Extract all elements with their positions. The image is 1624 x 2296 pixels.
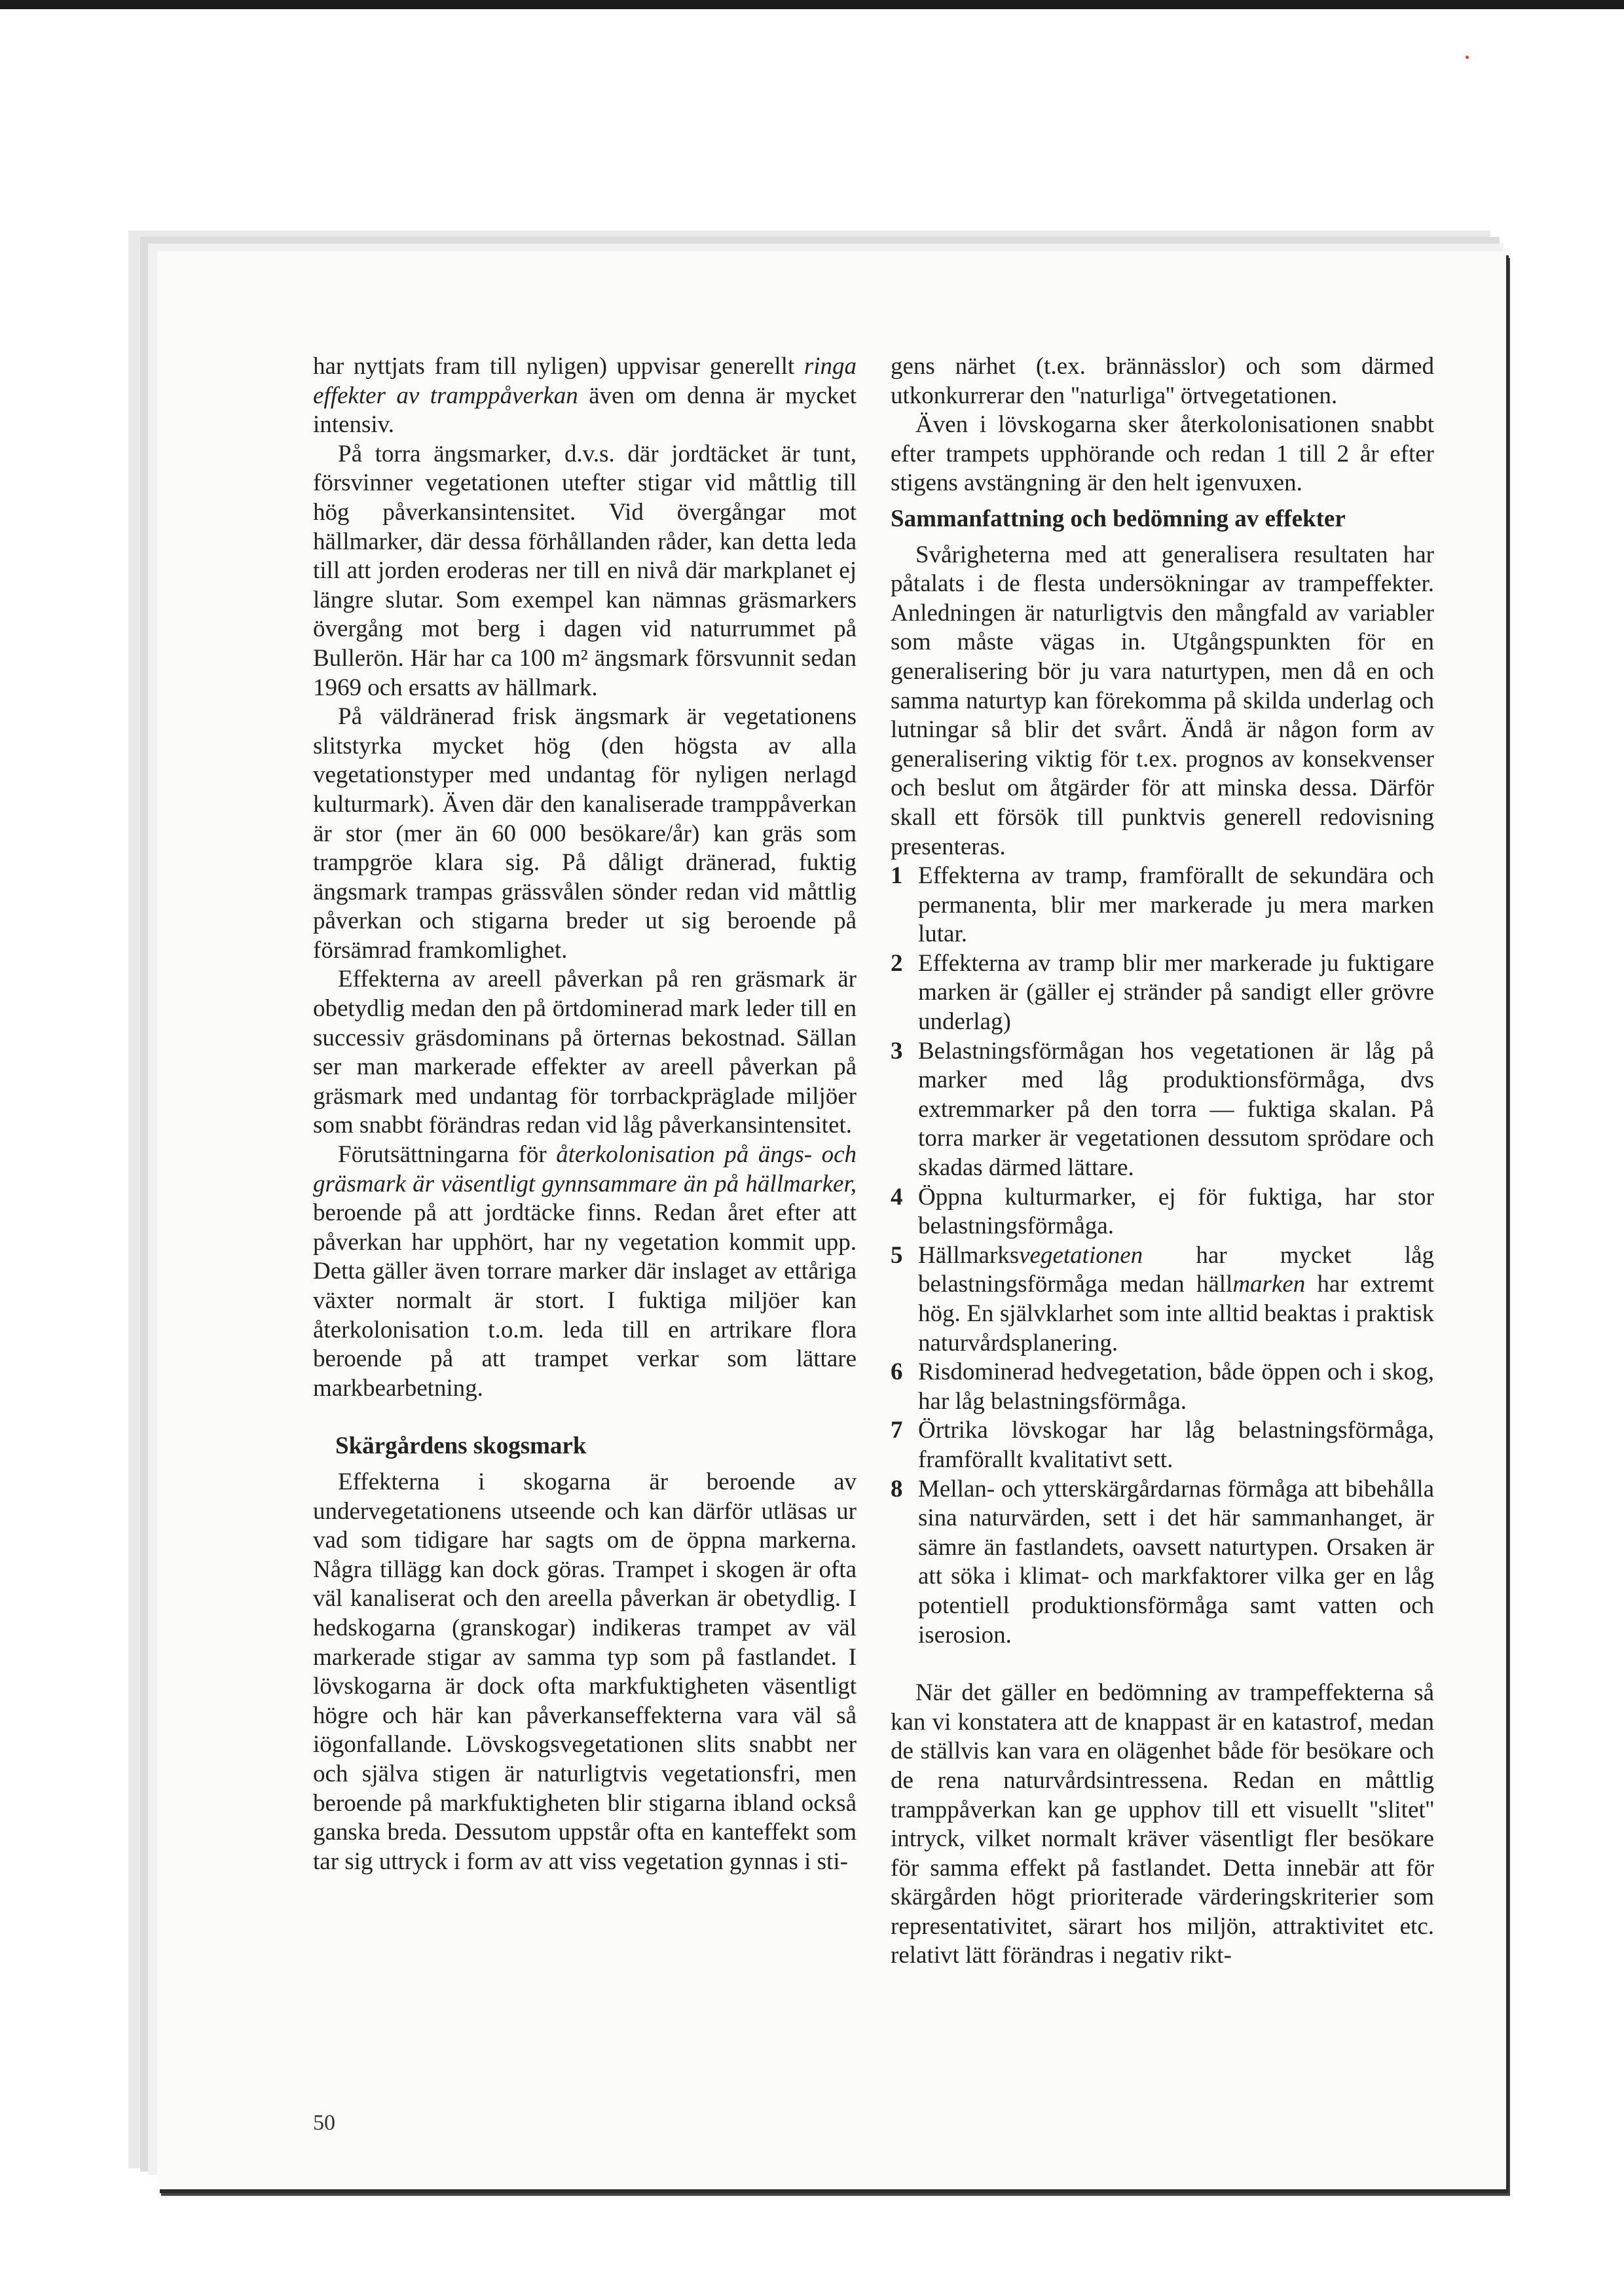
emphasis: ringa effekter av tramppåverkan [313,353,857,409]
emphasis: vegetationen [1019,1241,1143,1269]
paragraph: På torra ängsmarker, d.v.s. där jordtäcket är tunt, försvinner vegetationen utefter stigar vid måttlig till hög påverkansintensitet. Vid övergångar mot hällmarker, där dessa förhållanden råder, kan detta leda till att jorden eroderas ner till en nivå där markplanet ej längre slutar. Som exempel kan nämnas gräsmarkers övergång mot berg i dagen vid naturrummet på Bullerön. Här har ca 100 m² ängsmark försvunnit sedan 1969 och ersatts av hällmark. [313,440,857,701]
paragraph: gens närhet (t.ex. brännässlor) och som därmed utkonkurrerar den ''naturliga'' örtvegetationen. [891,353,1434,409]
list-item: 3 Belastningsförmågan hos vegetationen är låg på marker med låg produktionsförmåga, dvs extremmarker på den torra — fuktiga skalan. På torra marker är vegetationen dessutom sprödare och skadas därmed lättare. [891,1037,1434,1182]
emphasis: återkolonisation på ängs- och gräsmark är väsentligt gynnsammare än på hällmarker, [313,1141,857,1197]
paragraph: Effekterna av areell påverkan på ren gräsmark är obetydlig medan den på örtdominerad mark leder till en successiv gräsdominans på örternas bekostnad. Sällan ser man markerade effekter av areell påverkan på gräsmark med undantag för torrbackpräglade miljöer som snabbt förändras redan vid låg påverkansintensitet. [313,966,857,1139]
list-item: 5 Hällmarksvegetationen har mycket låg belastningsförmåga medan hällmarken har extremt hög. En självklarhet som inte alltid beaktas i praktisk naturvårdsplanering. [891,1241,1435,1357]
list-item: 8 Mellan- och ytterskärgårdarnas förmåga att bibehålla sina naturvärden, sett i det här sammanhanget, är sämre än fastlandets, oavsett naturtypen. Orsaken är att söka i klimat- och markfaktorer vilka ger en låg potentiell produktionsförmåga samt vatten och iserosion. [891,1475,1434,1649]
paragraph: Svårigheterna med att generalisera resultaten har påtalats i de flesta undersökningar av trampeffekter. Anledningen är naturligtvis den mångfald av variabler som måste vägas in. Utgångspunkten för en generalisering bör ju vara naturtypen, men då en och samma naturtyp kan förekomma på skilda underlag och lutningar så blir det svårt. Ändå är någon form av generalisering viktig för t.ex. prognos av konsekvenser och beslut om åtgärder för att minska dessa. Därför skall ett försök till punktvis generell redovisning presenteras. [891,541,1434,860]
list-item: 4 Öppna kulturmarker, ej för fuktiga, har stor belastningsförmåga. [891,1183,1434,1240]
list-item: 1 Effekterna av tramp, framförallt de sekundära och permanenta, blir mer markerade ju mera marken lutar. [891,862,1434,948]
paragraph: har nyttjats fram till nyligen) uppvisar generellt ringa effekter av tramppåverkan även om denna är mycket intensiv. [313,353,857,439]
scan-mark [1466,56,1469,59]
numbered-list [891,862,1434,1650]
page-number: 50 [313,2111,335,2135]
emphasis: marken [1232,1271,1306,1298]
list-item: 2 Effekterna av tramp blir mer markerade ju fuktigare marken är (gäller ej stränder på sandigt eller grövre underlag) [891,949,1434,1036]
paragraph: Förutsättningarna för återkolonisation på ängs- och gräsmark är väsentligt gynnsammare än på hällmarker, beroende på att jordtäcke finns. Redan året efter att påverkan har upphört, har ny vegetation kommit upp. Detta gäller även torrare marker där inslaget av ettåriga växter normalt är stort. I fuktiga miljöer kan återkolonisation t.o.m. leda till en artrikare flora beroende på att trampet verkar som lättare markbearbetning. [313,1141,857,1402]
section-heading: Skärgårdens skogsmark [335,1432,587,1460]
right-column [891,352,1434,1971]
list-item: 6 Risdominerad hedvegetation, både öppen och i skog, har låg belastningsförmåga. [891,1358,1434,1415]
document-page [157,251,1506,2189]
paragraph: Effekterna i skogarna är beroende av undervegetationens utseende och kan därför utläsas ur vad som tidigare har sagts om de öppna markerna. Några tillägg kan dock göras. Trampet i skogen är ofta väl kanaliserat och den areella påverkan är obetydlig. I hedskogarna (granskogar) indikeras trampet av väl markerade stigar av samma typ som på fastlandet. I lövskogarna är dock ofta markfuktigheten väsentligt högre och här kan påverkanseffekterna vara väl så iögonfallande. Lövskogsvegetationen slits snabbt ner och själva stigen är naturligtvis vegetationsfri, men beroende på markfuktigheten blir stigarna ibland också ganska breda. Dessutom uppstår ofta en kanteffekt som tar sig uttryck i form av att viss vegetation gynnas i sti- [313,1468,857,1875]
paragraph: När det gäller en bedömning av trampeffekterna så kan vi konstatera att de knappast är en katastrof, medan de ställvis kan vara en olägenhet både för besökare och de rena naturvårdsintressena. Redan en måttlig tramppåverkan kan ge upphov till ett visuellt ''slitet'' intryck, vilket normalt kräver väsentligt fler besökare för samma effekt på fastlandet. Detta innebär att för skärgården högt prioriterade värderingskriterier som representativitet, särart hos miljön, attraktivitet etc. relativt lätt förändras i negativ rikt- [891,1679,1434,1969]
scan-border [0,0,1624,9]
list-item: 7 Örtrika lövskogar har låg belastningsförmåga, framförallt kvalitativt sett. [891,1417,1434,1473]
paragraph: Även i lövskogarna sker återkolonisationen snabbt efter trampets upphörande och redan 1 till 2 år efter stigens avstängning är den helt igenvuxen. [891,411,1434,497]
paragraph: På väldränerad frisk ängsmark är vegetationens slitstyrka mycket hög (den högsta av alla vegetationstyper med undantag för nyligen nerlagd kulturmark). Även där den kanaliserade tramppåverkan är stor (mer än 60 000 besökare/år) kan gräs som trampgröe klara sig. På dåligt dränerad, fuktig ängsmark trampas grässvålen sönder redan vid måttlig påverkan och stigarna breder ut sig beroende på försämrad framkomlighet. [313,703,857,964]
left-column [313,352,857,1876]
section-heading: Sammanfattning och bedömning av effekter [891,505,1346,532]
